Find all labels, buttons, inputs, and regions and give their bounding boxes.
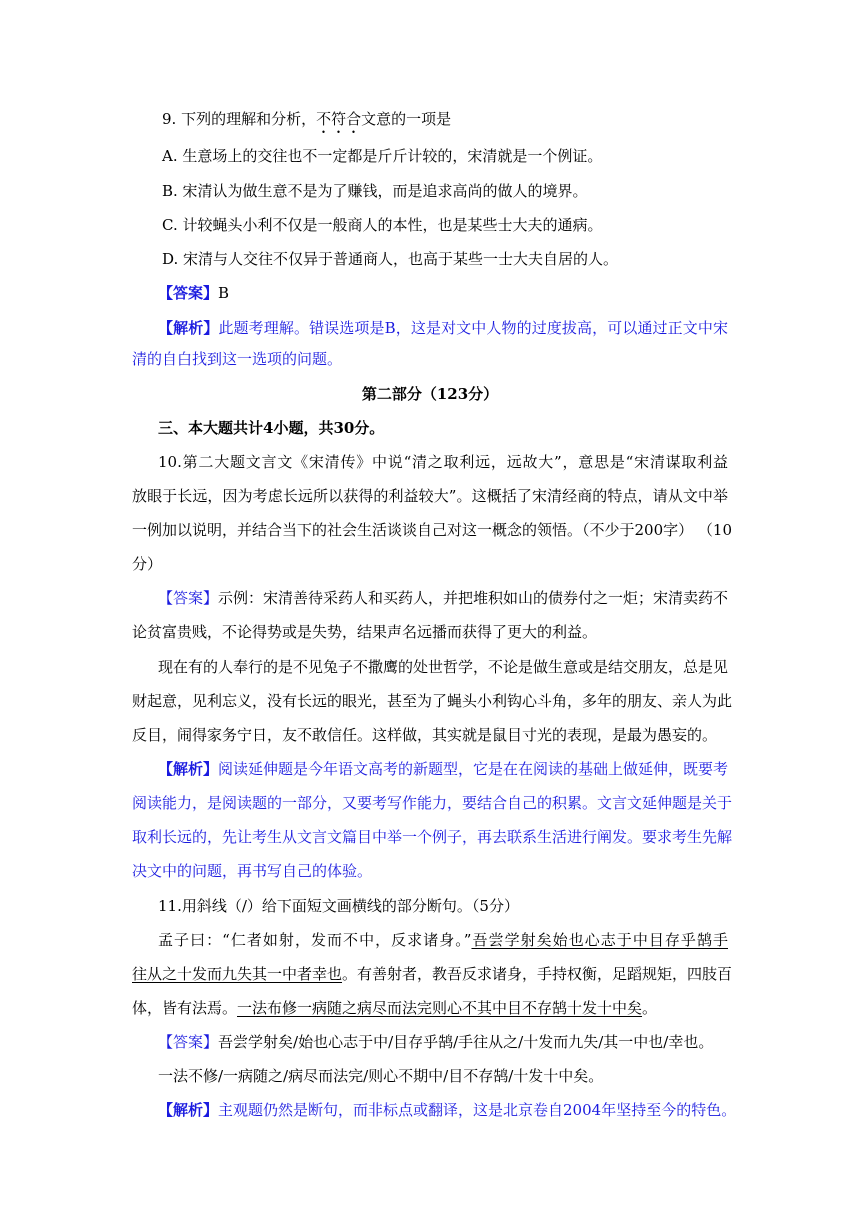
q9-option-b: B. 宋清认为做生意不是为了赚钱，而是追求高尚的做人的境界。 [162, 182, 588, 200]
q11-stem: 11.用斜线（/）给下面短文画横线的部分断句。（5分） [158, 897, 519, 915]
q9-answer [158, 283, 229, 303]
q10-answer-p2-line1: 现在有的人奉行的是不见兔子不撒鹰的处世哲学，不论是做生意或是结交朋友，总是见 [158, 658, 729, 676]
answer-tag: 【答案】 [158, 284, 219, 302]
answer-tag: 【答案】 [158, 589, 219, 607]
q11-answer-line2: 一法不修/一病随之/病尽而法完/则心不期中/目不存鹄/十发十中矣。 [158, 1067, 604, 1085]
q10-analysis-line2: 阅读能力，是阅读题的一部分，又要考写作能力，要结合自己的积累。文言文延伸题是关于 [132, 794, 733, 812]
q10-stem-line3: 一例加以说明，并结合当下的社会生活谈谈自己对这一概念的领悟。（不少于200字） （10 [132, 521, 732, 539]
q10-stem-line4: 分） [132, 555, 163, 573]
analysis-tag: 【解析】 [158, 1101, 219, 1119]
q9-option-a: A. 生意场上的交往也不一定都是斤斤计较的，宋清就是一个例证。 [162, 147, 603, 165]
q10-analysis-line1 [158, 759, 728, 779]
q11-passage-line1 [158, 930, 728, 950]
analysis-tag: 【解析】 [158, 760, 219, 778]
q10-analysis-text1: 阅读延伸题是今年语文高考的新题型，它是在在阅读的基础上做延伸，既要考 [218, 760, 729, 778]
q9-analysis-text1: 此题考理解。错误选项是B，这是对文中人物的过度拔高，可以通过正文中宋 [218, 319, 728, 337]
q11-answer-line1 [158, 1032, 713, 1052]
q10-analysis-line3: 取利长远的，先让考生从文言文篇目中举一个例子，再去联系生活进行阐发。要求考生先解 [132, 828, 733, 846]
q9-stem-prefix: 9. 下列的理解和分析， [162, 110, 317, 128]
q9-analysis-line2: 清的自白找到这一选项的问题。 [132, 350, 343, 368]
part2-title: 第二部分（123分） [361, 385, 499, 403]
q11-passage-text2: 。有善射者，教吾反求诸身，手持权衡，足蹈规矩，四肢百 [342, 965, 733, 983]
q9-option-d: D. 宋清与人交往不仅异于普通商人，也高于某些一士大夫自居的人。 [162, 250, 619, 268]
q11-analysis-line1 [158, 1100, 736, 1120]
q10-stem-line2: 放眼于长远，因为考虑长远所以获得的利益较大”。这概括了宋清经商的特点，请从文中举 [132, 487, 728, 505]
q10-answer-p2-line2: 财起意，见利忘义，没有长远的眼光，甚至为了蝇头小利钩心斗角，多年的朋友、亲人为此 [132, 692, 733, 710]
q9-stem [162, 109, 451, 137]
q10-stem-line1: 10.第二大题文言文《宋清传》中说“清之取利远，远故大”，意思是“宋清谋取利益 [158, 453, 728, 471]
q9-stem-emphasis: 不符合 [316, 110, 362, 128]
q11-passage-line2 [132, 964, 733, 984]
q10-answer-line2: 论贫富贵贱，不论得势或是失势，结果声名远播而获得了更大的利益。 [132, 623, 598, 641]
q11-passage-text3: 体，皆有法焉。 [132, 999, 238, 1017]
q10-answer-text1: 示例：宋清善待采药人和买药人，并把堆积如山的债券付之一炬；宋清卖药不 [218, 589, 729, 607]
analysis-tag: 【解析】 [158, 319, 219, 337]
q11-underlined-text1: 吾尝学射矣始也心志于中目存乎鹄手 [471, 931, 728, 949]
q9-analysis-line1 [158, 318, 728, 338]
q10-analysis-line4: 决文中的问题，再书写自己的体验。 [132, 862, 373, 880]
q11-passage-text1: 孟子曰：“仁者如射，发而不中，反求诸身。” [158, 931, 472, 949]
q11-underlined-text2: 往从之十发而九失其一中者幸也 [132, 965, 343, 983]
q11-analysis-text1: 主观题仍然是断句，而非标点或翻译，这是北京卷自2004年坚持至今的特色。 [218, 1101, 737, 1119]
q11-passage-end: 。 [642, 999, 658, 1017]
q11-passage-line3 [132, 998, 657, 1018]
q9-stem-suffix: 文意的一项是 [361, 110, 452, 128]
section3-heading: 三、本大题共计4小题，共30分。 [158, 419, 385, 437]
q11-answer-text1: 吾尝学射矣/始也心志于中/目存乎鹄/手往从之/十发而九失/其一中也/幸也。 [218, 1033, 714, 1051]
q11-underlined-text3: 一法布修一病随之病尽而法完则心不其中目不存鹄十发十中矣 [237, 999, 643, 1017]
q10-answer-line1 [158, 588, 728, 608]
q10-answer-p2-line3: 反目，闹得家务宁日，友不敢信任。这样做，其实就是鼠目寸光的表现，是最为愚妄的。 [132, 726, 718, 744]
answer-tag: 【答案】 [158, 1033, 219, 1051]
q9-answer-value: B [218, 284, 230, 302]
q9-option-c: C. 计较蝇头小利不仅是一般商人的本性，也是某些士大夫的通病。 [162, 216, 603, 234]
